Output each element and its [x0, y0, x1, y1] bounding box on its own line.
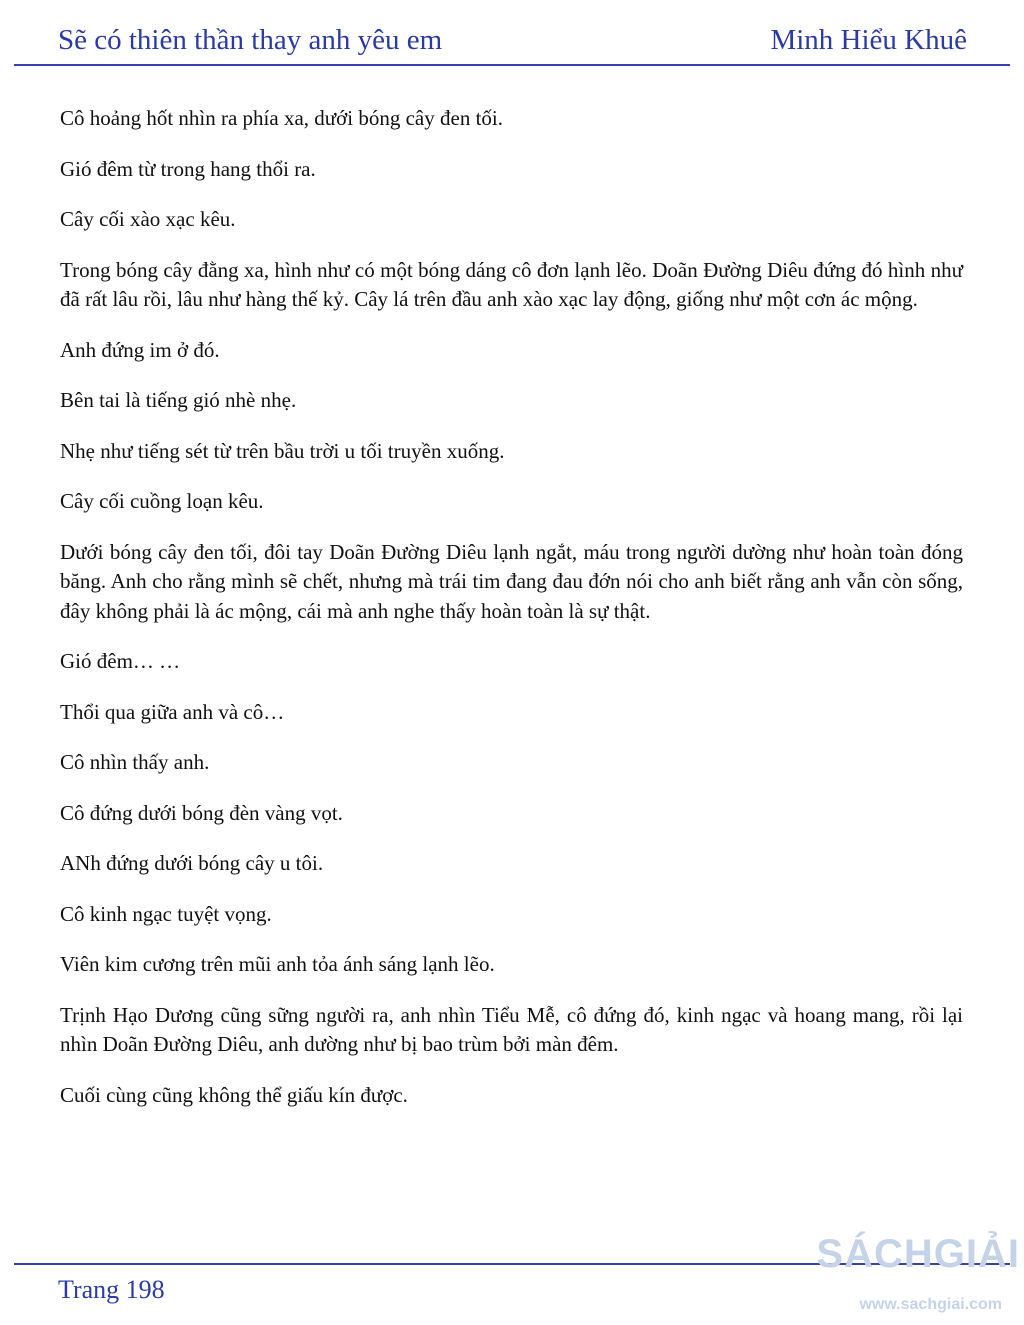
watermark — [816, 1228, 1020, 1318]
paragraph: Bên tai là tiếng gió nhè nhẹ. — [60, 388, 297, 412]
paragraph: Cây cối xào xạc kêu. — [60, 207, 236, 231]
paragraph: Gió đêm… … — [60, 649, 181, 673]
paragraph: Thổi qua giữa anh và cô… — [60, 699, 285, 724]
paragraph: Cô đứng dưới bóng đèn vàng vọt. — [60, 800, 343, 825]
paragraph: Cô kinh ngạc tuyệt vọng. — [60, 901, 272, 926]
watermark-logo: SÁCHGIẢI — [816, 1232, 1020, 1276]
paragraph: Cô hoảng hốt nhìn ra phía xa, dưới bóng cây đen tối. — [60, 106, 503, 130]
watermark-url: www.sachgiai.com — [859, 1296, 1002, 1313]
page-header — [0, 0, 1024, 68]
paragraph: Viên kim cương trên mũi anh tỏa ánh sáng lạnh lẽo. — [60, 952, 495, 976]
paragraph: Cây cối cuồng loạn kêu. — [60, 489, 264, 513]
paragraph: Gió đêm từ trong hang thổi ra. — [60, 156, 316, 181]
page-body — [60, 104, 963, 1131]
paragraph: Dưới bóng cây đen tối, đôi tay Doãn Đường Diêu lạnh ngắt, máu trong người dường như hoàn toàn đóng băng. Anh cho rằng mình sẽ chết, nhưng mà trái tim đang đau đớn nói cho anh biết rằng anh vẫn còn sống, đây không phải là ác mộng, cái mà anh nghe thấy hoàn toàn là sự thật. — [60, 539, 963, 623]
header-divider — [14, 64, 1010, 66]
book-title: Sẽ có thiên thần thay anh yêu em — [58, 24, 443, 56]
paragraph: Trong bóng cây đằng xa, hình như có một bóng dáng cô đơn lạnh lẽo. Doãn Đường Diêu đứng đó hình như đã rất lâu rồi, lâu như hàng thế kỷ. Cây lá trên đầu anh xào xạc lay động, giống như một cơn ác mộng. — [60, 257, 963, 311]
paragraph: Trịnh Hạo Dương cũng sững người ra, anh nhìn Tiểu Mễ, cô đứng đó, kinh ngạc và hoang mang, rồi lại nhìn Doãn Đường Diêu, anh dường như bị bao trùm bởi màn đêm. — [60, 1002, 963, 1056]
book-author: Minh Hiểu Khuê — [770, 24, 967, 56]
paragraph: Cô nhìn thấy anh. — [60, 750, 210, 774]
paragraph: Cuối cùng cũng không thể giấu kín được. — [60, 1082, 408, 1107]
page-number: Trang 198 — [58, 1275, 165, 1304]
paragraph: ANh đứng dưới bóng cây u tôi. — [60, 851, 324, 875]
paragraph: Nhẹ như tiếng sét từ trên bầu trời u tối truyền xuống. — [60, 438, 505, 463]
paragraph: Anh đứng im ở đó. — [60, 337, 220, 362]
